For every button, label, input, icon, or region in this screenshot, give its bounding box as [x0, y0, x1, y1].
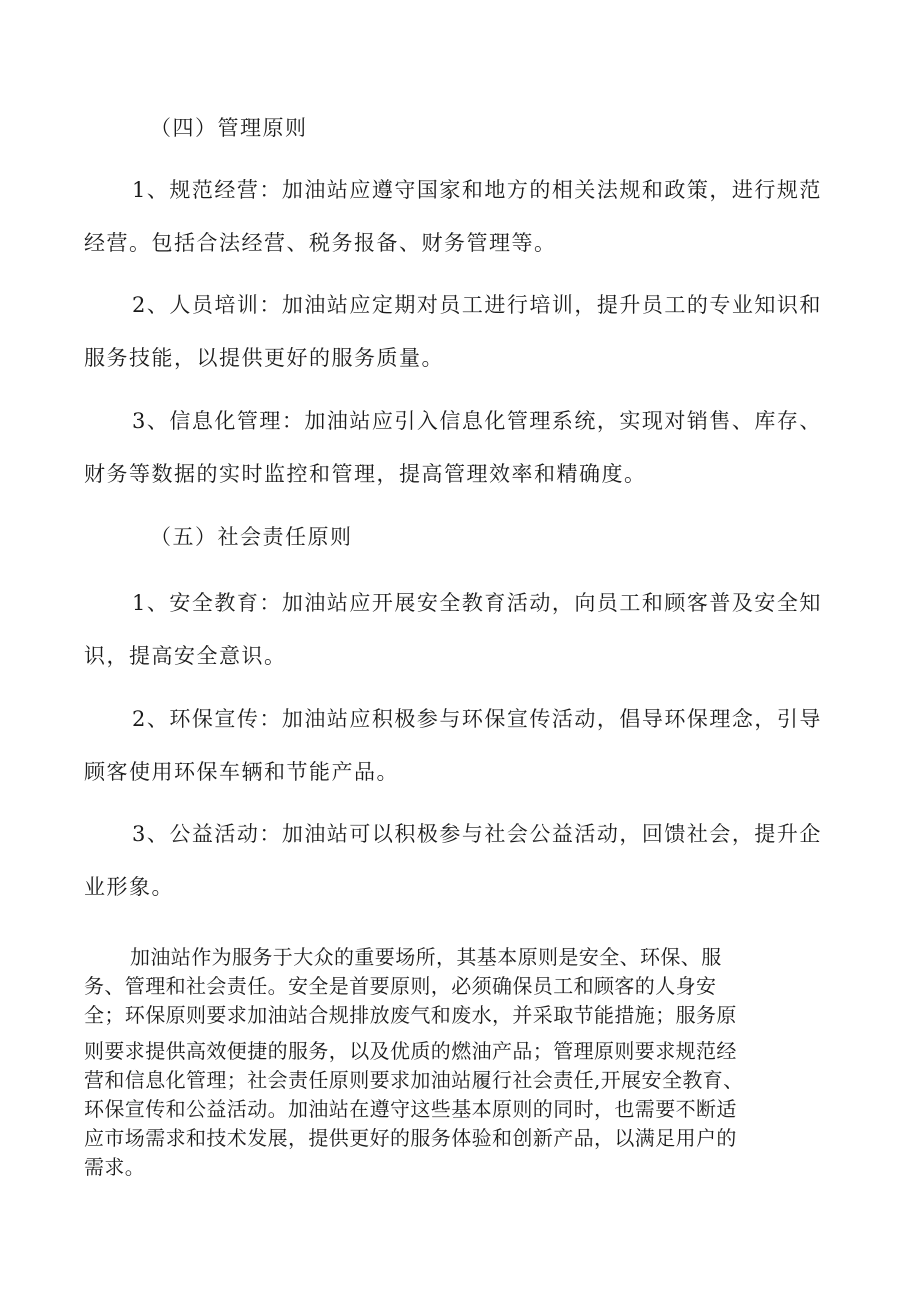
paragraph-line: 2、人员培训：加油站应定期对员工进行培训，提升员工的专业知识和: [132, 293, 822, 317]
section-heading-management: （四）管理原则: [150, 116, 308, 140]
paragraph-line: 1、规范经营：加油站应遵守国家和地方的相关法规和政策，进行规范: [132, 178, 822, 202]
summary-line: 全；环保原则要求加油站合规排放废气和废水，并采取节能措施；服务原: [84, 1003, 737, 1027]
summary-line: 则要求提供高效便捷的服务，以及优质的燃油产品；管理原则要求规范经: [84, 1039, 737, 1063]
summary-line: 加油站作为服务于大众的重要场所，其基本原则是安全、环保、服: [130, 945, 722, 969]
section-heading-social-responsibility: （五）社会责任原则: [150, 525, 353, 549]
summary-line: 环保宣传和公益活动。加油站在遵守这些基本原则的同时，也需要不断适: [84, 1097, 737, 1121]
summary-line: 需求。: [84, 1155, 146, 1179]
summary-line: 营和信息化管理；社会责任原则要求加油站履行社会责任,开展安全教育、: [84, 1068, 744, 1092]
paragraph-line: 3、信息化管理：加油站应引入信息化管理系统，实现对销售、库存、: [132, 409, 822, 433]
summary-line: 应市场需求和技术发展，提供更好的服务体验和创新产品，以满足用户的: [84, 1126, 737, 1150]
paragraph-line: 业形象。: [84, 875, 174, 899]
paragraph-line: 经营。包括合法经营、税务报备、财务管理等。: [84, 231, 557, 255]
paragraph-line: 识，提高安全意识。: [84, 644, 287, 668]
paragraph-line: 1、安全教育：加油站应开展安全教育活动，向员工和顾客普及安全知: [132, 591, 822, 615]
summary-line: 务、管理和社会责任。安全是首要原则，必须确保员工和顾客的人身安: [84, 974, 717, 998]
paragraph-line: 服务技能，以提供更好的服务质量。: [84, 346, 444, 370]
paragraph-line: 财务等数据的实时监控和管理，提高管理效率和精确度。: [84, 462, 647, 486]
paragraph-line: 3、公益活动：加油站可以积极参与社会公益活动，回馈社会，提升企: [132, 822, 822, 846]
paragraph-line: 2、环保宣传：加油站应积极参与环保宣传活动，倡导环保理念，引导: [132, 707, 822, 731]
paragraph-line: 顾客使用环保车辆和节能产品。: [84, 760, 399, 784]
